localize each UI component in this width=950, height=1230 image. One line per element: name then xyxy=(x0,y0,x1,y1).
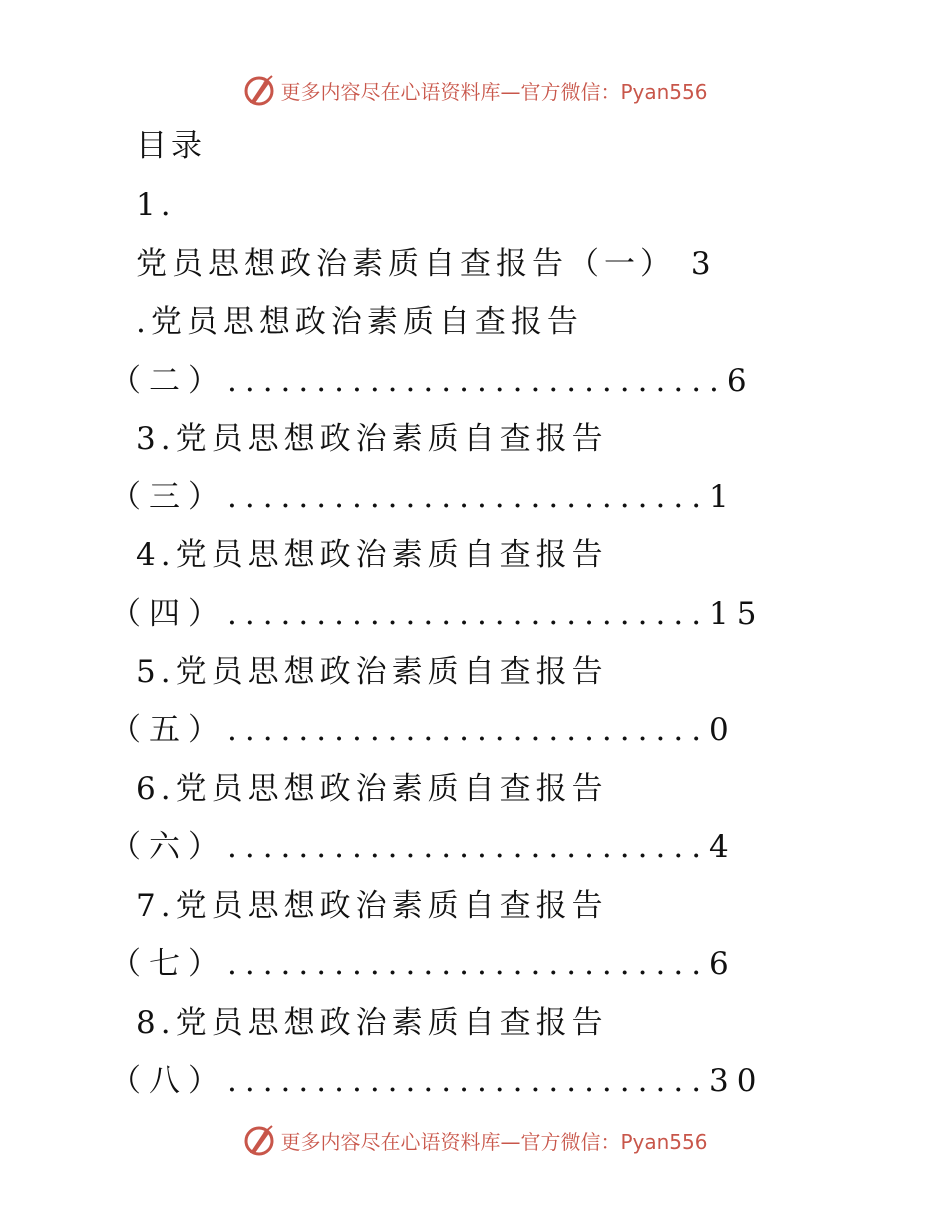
toc-line-8: （四）...........................15 xyxy=(110,596,765,632)
header-banner-inner xyxy=(242,73,707,107)
header-banner-text: 更多内容尽在心语资料库—官方微信：Pyan556 xyxy=(280,79,708,104)
toc-line-6: （三）...........................1 xyxy=(110,479,737,515)
toc-line-3: .党员思想政治素质自查报告 xyxy=(136,304,583,340)
toc-line-13: 7.党员思想政治素质自查报告 xyxy=(136,888,608,924)
footer-banner-inner xyxy=(242,1123,707,1157)
toc-line-15: 8.党员思想政治素质自查报告 xyxy=(136,1005,608,1041)
toc-line-11: 6.党员思想政治素质自查报告 xyxy=(136,771,608,807)
toc-line-16: （八）...........................30 xyxy=(110,1063,765,1099)
toc-line-7: 4.党员思想政治素质自查报告 xyxy=(136,537,608,573)
footer-banner xyxy=(0,1120,950,1160)
toc-line-9: 5.党员思想政治素质自查报告 xyxy=(136,654,608,690)
toc-heading: 目录 xyxy=(136,128,206,164)
header-banner xyxy=(0,70,950,110)
toc-line-1: 1. xyxy=(136,187,176,223)
quill-logo-icon xyxy=(242,1123,276,1157)
toc-line-2: 党员思想政治素质自查报告（一） 3 xyxy=(136,246,716,282)
toc-line-5: 3.党员思想政治素质自查报告 xyxy=(136,421,608,457)
toc-line-14: （七）...........................6 xyxy=(110,946,737,982)
quill-logo-icon xyxy=(242,73,276,107)
toc-line-4: （二）............................6 xyxy=(110,363,755,399)
toc-line-12: （六）...........................4 xyxy=(110,829,737,865)
toc-line-10: （五）...........................0 xyxy=(110,712,737,748)
footer-banner-text: 更多内容尽在心语资料库—官方微信：Pyan556 xyxy=(280,1129,708,1154)
